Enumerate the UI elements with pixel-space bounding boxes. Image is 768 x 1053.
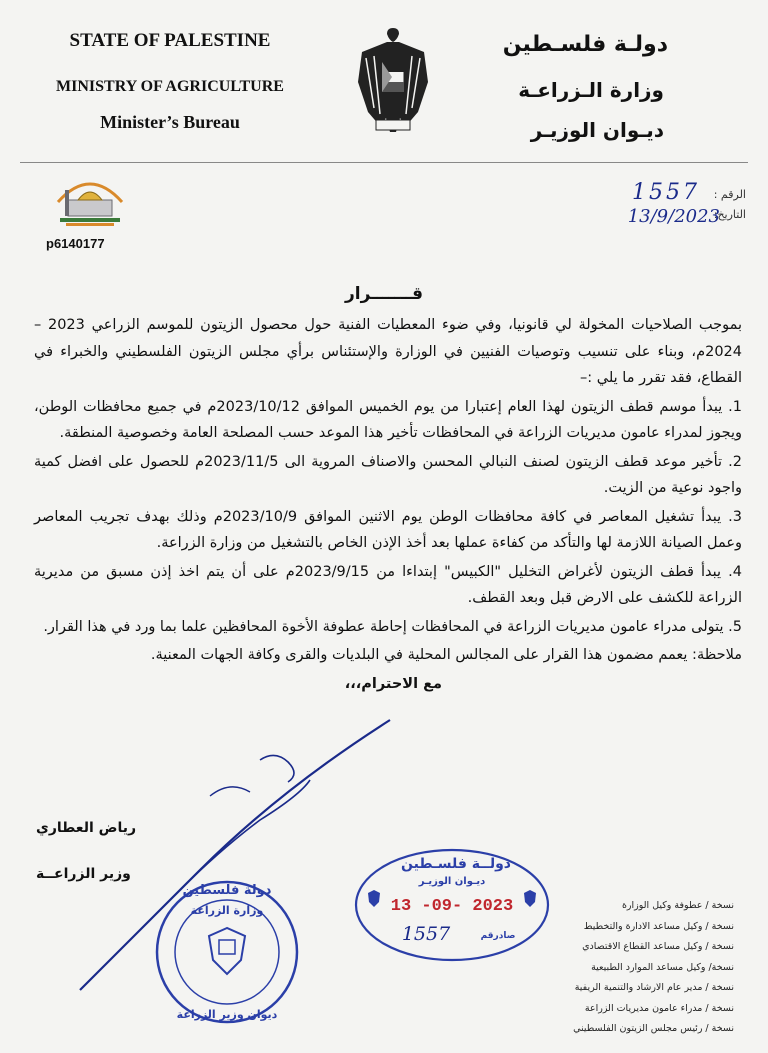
date-stamp-subheader: ديـوان الوزيـر [418, 876, 486, 887]
signatory-position: وزير الزراعــة [36, 866, 131, 882]
decision-body [34, 312, 742, 699]
copy-item: نسخة/ وكيل مساعد الموارد الطبيعية [591, 961, 734, 973]
date-stamp-number: 1557 [401, 923, 451, 945]
reference-number-value: 1557 [632, 180, 700, 205]
item-1: 1. يبدأ موسم قطف الزيتون لهذا العام إعتبارا من يوم الخميس الموافق 2023/10/12م في جميع محافظات الوطن، ويجوز لمدراء عامون مديريات الزراعة في المحافظات تأخير هذا الموعد حسب المصلحة العامة وخصوصية المنطقة. [34, 398, 742, 441]
copies-list [534, 896, 734, 1040]
copy-item: نسخة / عطوفة وكيل الوزارة [621, 900, 734, 911]
note: ملاحظة: يعمم مضمون هذا القرار على المجالس المحلية في البلديات والقرى وكافة الجهات المعنية. [150, 647, 742, 663]
seal-outer-text: دولة فلسطين [182, 883, 272, 898]
decision-title: قـــــــرار [345, 284, 423, 304]
header-en-state: STATE OF PALESTINE [69, 30, 271, 51]
header-divider [20, 162, 748, 163]
document-code: p6140177 [46, 236, 105, 251]
date-stamp [352, 846, 552, 964]
reference-date-label: التاريخ: [713, 208, 746, 221]
date-stamp-header: دولــة فلسـطين [401, 856, 511, 872]
closing: مع الاحترام،،، [344, 675, 442, 692]
item-5: 5. يتولى مدراء عامون مديريات الزراعة في المحافظات إحاطة عطوفة الأخوة المحافظين علما بما ورد في هذا القرار. [43, 618, 742, 635]
preamble: بموجب الصلاحيات المخولة لي قانونيا، وفي ضوء المعطيات الفنية حول محصول الزيتون للموسم الزراعي 2023 – 2024م، وبناء على تنسيب وتوصيات الفنيين في الوزارة والإستئناس برأي مجلس الزيتون الفلسطيني والخبراء في القطاع، فقد تقرر ما يلي :– [34, 317, 742, 386]
palestine-eagle-emblem-icon [354, 22, 432, 140]
header-ar-state: دولـة فلسـطين [502, 32, 668, 57]
signatory-name: رياض العطاري [36, 820, 137, 836]
copy-item: نسخة / مدير عام الارشاد والتنمية الريفية [574, 982, 734, 993]
item-4: 4. يبدأ قطف الزيتون لأغراض التخليل "الكبيس" إبتداءا من 2023/9/15م على أن يتم اخذ إذن مسبق من مديرية الزراعة للكشف على الارض قبل وبعد القطف. [34, 563, 742, 606]
copy-item: نسخة / وكيل مساعد القطاع الاقتصادي [582, 941, 734, 952]
date-stamp-date: 13 -09- 2023 [390, 897, 514, 916]
dome-of-the-rock-logo-icon [52, 172, 128, 230]
item-3: 3. يبدأ تشغيل المعاصر في كافة محافظات الوطن يوم الاثنين الموافق 2023/10/9م وذلك بهدف تجريب المعاصر وعمل الصيانة اللازمة لها والتأكد من كفاءة عملها بعد أخذ الإذن الخاص بالتشغيل من وزارة الزراعة. [34, 508, 742, 551]
copy-item: نسخة / وكيل مساعد الادارة والتخطيط [583, 920, 734, 932]
seal-inner-text: وزارة الزراعة [190, 904, 264, 917]
reference-number-label: الرقم : [713, 188, 746, 201]
header-ar-bureau: ديـوان الوزيـر [530, 118, 664, 142]
header-en-ministry: MINISTRY OF AGRICULTURE [56, 78, 284, 95]
copy-item: نسخة / مدراء عامون مديريات الزراعة [584, 1002, 734, 1014]
copy-item: نسخة / رئيس مجلس الزيتون الفلسطيني [573, 1023, 734, 1034]
item-2: 2. تأخير موعد قطف الزيتون لصنف النبالي المحسن والاصناف المروية الى 2023/11/5م للحصول على افضل كمية واجود نوعية من الزيت. [34, 453, 742, 496]
seal-bottom-text: ديوان وزير الزراعة [176, 1008, 278, 1021]
reference-date-value: 13/9/2023 [627, 206, 720, 227]
header-ar-ministry: وزارة الـزراعـة [518, 78, 664, 102]
date-stamp-label: صادرقم [480, 931, 516, 941]
header-en-bureau: Minister’s Bureau [100, 112, 240, 132]
ministry-seal-icon [152, 872, 302, 1032]
